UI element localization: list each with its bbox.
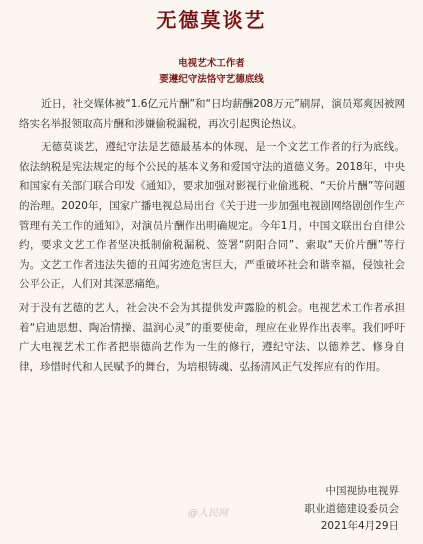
document-title: 无德莫谈艺: [156, 8, 267, 32]
weibo-watermark: @人民网: [188, 508, 228, 519]
paragraph-3: 对于没有艺德的艺人，社会决不会为其提供发声露脸的机会。电视艺术工作者承担着“启迪思想、陶冶情操、温润心灵”的重要使命，理应在业界作出表率。我们呼吁广大电视艺术工作者把崇德尚艺作为一生的修行，遵纪守法、以德养艺、修身自律，珍惜时代和人民赋予的舞台，为培根铸魂、弘扬清风正气发挥应有的作用。: [19, 301, 405, 373]
signature-date: 2021年4月29日: [320, 520, 399, 532]
document-body: [19, 95, 405, 381]
signature-org-line-2: 职业道德建设委员会: [304, 503, 399, 515]
paragraph-2: 无德莫谈艺，遵纪守法是艺德最基本的体现，是一个文艺工作者的行为底线。依法纳税是宪法规定的每个公民的基本义务和爱国守法的道德义务。2018年，中央和国家有关部门联合印发《通知》，要求加强对影视行业偷逃税、“天价片酬”等问题的治理。2020年，国家广播电视总局出台《关于进一步加强电视剧网络剧创作生产管理有关工作的通知》，对演员片酬作出明确规定。今年1月，中国文联出台自律公约，要求文艺工作者坚决抵制偷税漏税、签署“阴阳合同”、索取“天价片酬”等行为。文艺工作者违法失德的丑闻劣迹危害巨大，严重破坏社会和谐幸福，侵蚀社会公平公正，人们对其深恶痛绝。: [19, 141, 405, 291]
paragraph-1: 近日，社交媒体被“1.6亿元片酬”和“日均薪酬208万元”刷屏，演员郑爽因被网络实名举报领取高片酬和涉嫌偷税漏税，再次引起舆论热议。: [19, 98, 405, 130]
signature-org-line-1: 中国视协电视界: [325, 485, 399, 497]
subtitle-line-2: 要遵纪守法恪守艺德底线: [159, 74, 264, 85]
subtitle-line-1: 电视艺术工作者: [178, 58, 245, 69]
